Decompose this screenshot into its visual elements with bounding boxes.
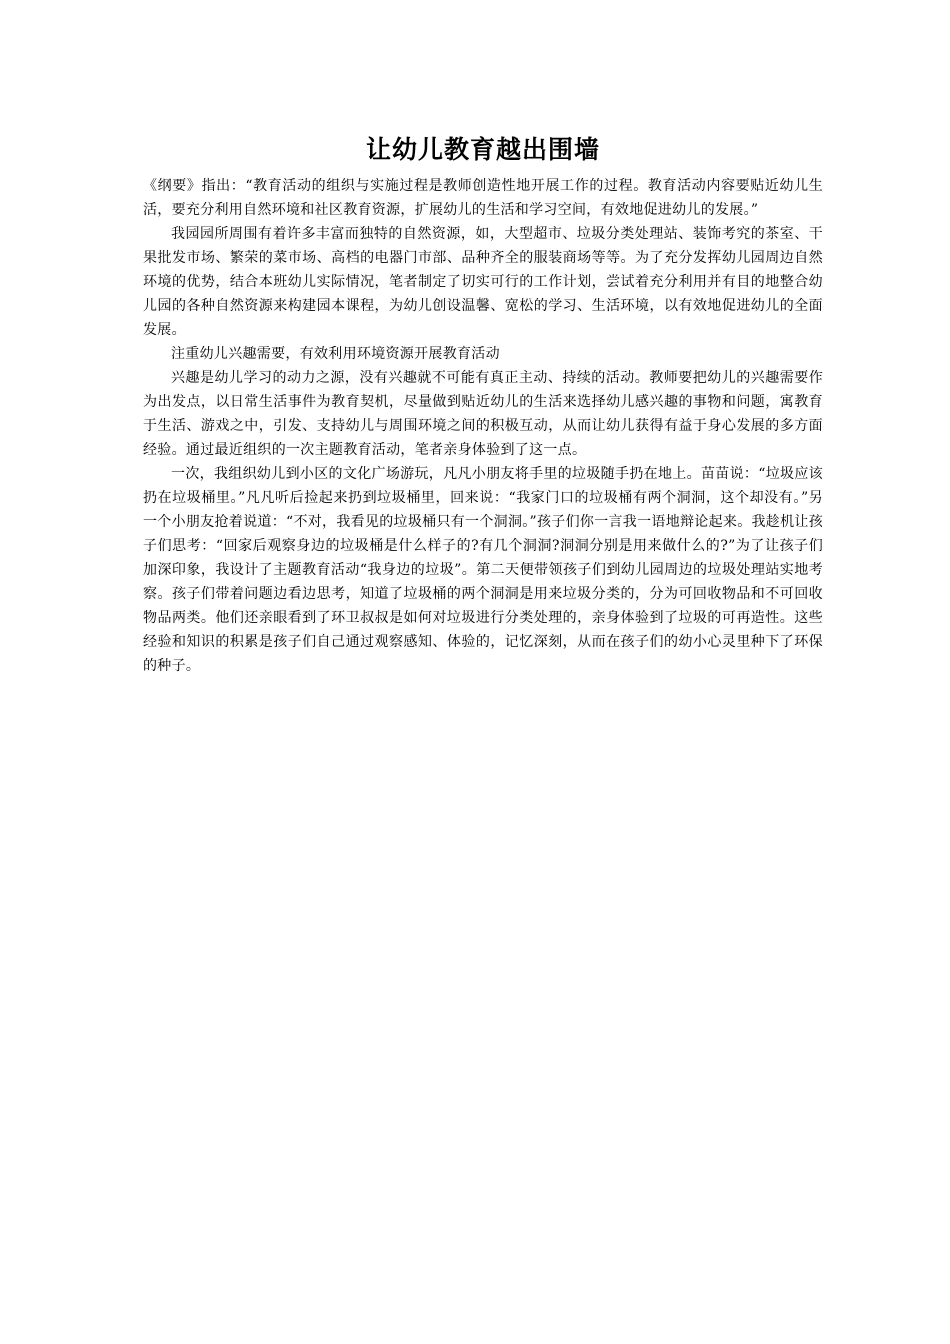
document-page xyxy=(143,130,823,678)
paragraph-interest: 兴趣是幼儿学习的动力之源，没有兴趣就不可能有真正主动、持续的活动。教师要把幼儿的兴趣需要作为出发点，以日常生活事件为教育契机，尽量做到贴近幼儿的生活来选择幼儿感兴趣的事物和问题，寓教育于生活、游戏之中，引发、支持幼儿与周围环境之间的积极互动，从而让幼儿获得有益于身心发展的多方面经验。通过最近组织的一次主题教育活动，笔者亲身体验到了这一点。 xyxy=(143,370,823,458)
paragraph-surroundings: 我园园所周围有着许多丰富而独特的自然资源，如，大型超市、垃圾分类处理站、装饰考究的茶室、干果批发市场、繁荣的菜市场、高档的电器门市部、品种齐全的服装商场等等。为了充分发挥幼儿园周边自然环境的优势，结合本班幼儿实际情况，笔者制定了切实可行的工作计划，尝试着充分利用并有目的地整合幼儿园的各种自然资源来构建园本课程，为幼儿创设温馨、宽松的学习、生活环境，以有效地促进幼儿的全面发展。 xyxy=(143,226,823,338)
section-heading: 注重幼儿兴趣需要，有效利用环境资源开展教育活动 xyxy=(171,346,500,362)
paragraph-story: 一次，我组织幼儿到小区的文化广场游玩，凡凡小朋友将手里的垃圾随手扔在地上。苗苗说：“垃圾应该扔在垃圾桶里。”凡凡听后捡起来扔到垃圾桶里，回来说：“我家门口的垃圾桶有两个洞洞，这个却没有。”另一个小朋友抢着说道：“不对，我看见的垃圾桶只有一个洞洞。”孩子们你一言我一语地辩论起来。我趁机让孩子们思考：“回家后观察身边的垃圾桶是什么样子的?有几个洞洞?洞洞分别是用来做什么的?”为了让孩子们加深印象，我设计了主题教育活动“我身边的垃圾”。第二天便带领孩子们到幼儿园周边的垃圾处理站实地考察。孩子们带着问题边看边思考，知道了垃圾桶的两个洞洞是用来垃圾分类的，分为可回收物品和不可回收物品两类。他们还亲眼看到了环卫叔叔是如何对垃圾进行分类处理的，亲身体验到了垃圾的可再造性。这些经验和知识的积累是孩子们自己通过观察感知、体验的，记忆深刻，从而在孩子们的幼小心灵里种下了环保的种子。 xyxy=(143,466,824,674)
paragraph-quote: 《纲要》指出：“教育活动的组织与实施过程是教师创造性地开展工作的过程。教育活动内容要贴近幼儿生活，要充分利用自然环境和社区教育资源，扩展幼儿的生活和学习空间，有效地促进幼儿的发展。” xyxy=(143,178,823,218)
document-title: 让幼儿教育越出围墙 xyxy=(365,135,600,164)
